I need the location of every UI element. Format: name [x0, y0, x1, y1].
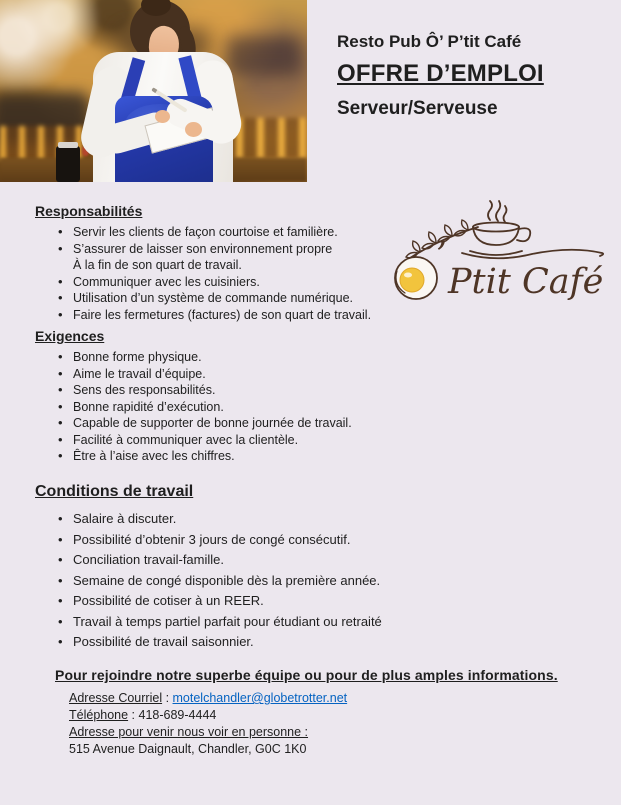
responsabilites-list — [35, 224, 455, 323]
steam-icon — [488, 201, 492, 220]
list-item: • Être à l’aise avec les chiffres. — [58, 448, 455, 465]
coffee-cup-rim — [473, 223, 519, 232]
phone-number: 418-689-4444 — [138, 708, 217, 722]
email-label: Adresse Courriel — [69, 691, 163, 705]
logo-apostrophe: ’ — [436, 235, 447, 275]
conditions-list — [35, 509, 495, 653]
steam-icon — [504, 206, 507, 222]
steam-icon — [496, 201, 500, 221]
list-item: • Possibilité de travail saisonnier. — [58, 632, 495, 653]
list-item: • Communiquer avec les cuisiniers. — [58, 274, 455, 291]
section-responsabilites — [35, 202, 455, 323]
list-item: • S’assurer de laisser son environnement propre À la fin de son quart de travail. — [58, 241, 455, 274]
section-heading: Conditions de travail — [35, 483, 194, 500]
contact-phone-line: Téléphone : 418-689-4444 — [69, 708, 217, 722]
list-item: • Bonne rapidité d’exécution. — [58, 399, 455, 416]
exigences-list — [35, 349, 455, 465]
phone-label: Téléphone — [69, 708, 129, 722]
contact-address-label-line — [69, 724, 603, 741]
list-item: • Semaine de congé disponible dès la première année. — [58, 571, 495, 592]
list-item: • Travail à temps partiel parfait pour étudiant ou retraité — [58, 612, 495, 633]
list-item-continuation: À la fin de son quart de travail. — [73, 258, 242, 272]
list-item: • Conciliation travail-famille. — [58, 550, 495, 571]
list-item: • Faire les fermetures (factures) de son quart de travail. — [58, 307, 455, 324]
street-address: 515 Avenue Daignault, Chandler, G0C 1K0 — [69, 742, 307, 756]
list-item: • Facilité à communiquer avec la clientèle. — [58, 432, 455, 449]
photo-candle-top — [58, 142, 78, 148]
section-conditions — [35, 481, 495, 653]
contact-address-line — [69, 741, 603, 758]
section-heading: Responsabilités — [35, 203, 143, 219]
waitress-figure — [85, 0, 245, 182]
waitress-photo — [0, 0, 307, 182]
section-heading: Exigences — [35, 328, 105, 344]
contact-section — [55, 666, 603, 758]
list-item: • Salaire à discuter. — [58, 509, 495, 530]
list-item: • Utilisation d’un système de commande numérique. — [58, 290, 455, 307]
section-exigences — [35, 327, 455, 465]
list-item: • Aime le travail d’équipe. — [58, 366, 455, 383]
page-title: OFFRE D’EMPLOI — [337, 60, 544, 87]
waitress-hand-left — [185, 122, 202, 137]
logo-wordmark: Ptit Café — [448, 262, 604, 302]
contact-email-line: Adresse Courriel : motelchandler@globetrotter.net — [69, 691, 348, 705]
photo-candle — [56, 146, 80, 182]
list-item: • Sens des responsabilités. — [58, 382, 455, 399]
list-item: • Capable de supporter de bonne journée de travail. — [58, 415, 455, 432]
title-block — [337, 30, 607, 122]
email-link[interactable]: motelchandler@globetrotter.net — [172, 691, 348, 705]
address-label: Adresse pour venir nous voir en personne : — [69, 725, 309, 739]
list-item: • Possibilité de cotiser à un REER. — [58, 591, 495, 612]
waitress-hand-right — [155, 110, 170, 123]
contact-heading: Pour rejoindre notre superbe équipe ou pour de plus amples informations. — [55, 667, 558, 683]
company-name: Resto Pub Ô’ P’tit Café — [337, 32, 522, 51]
list-item: • Bonne forme physique. — [58, 349, 455, 366]
list-item: • Servir les clients de façon courtoise et familière. — [58, 224, 455, 241]
contact-lines — [55, 690, 603, 758]
job-position: Serveur/Serveuse — [337, 98, 498, 119]
list-item: • Possibilité d’obtenir 3 jours de congé consécutif. — [58, 530, 495, 551]
saucer-icon — [470, 251, 522, 255]
